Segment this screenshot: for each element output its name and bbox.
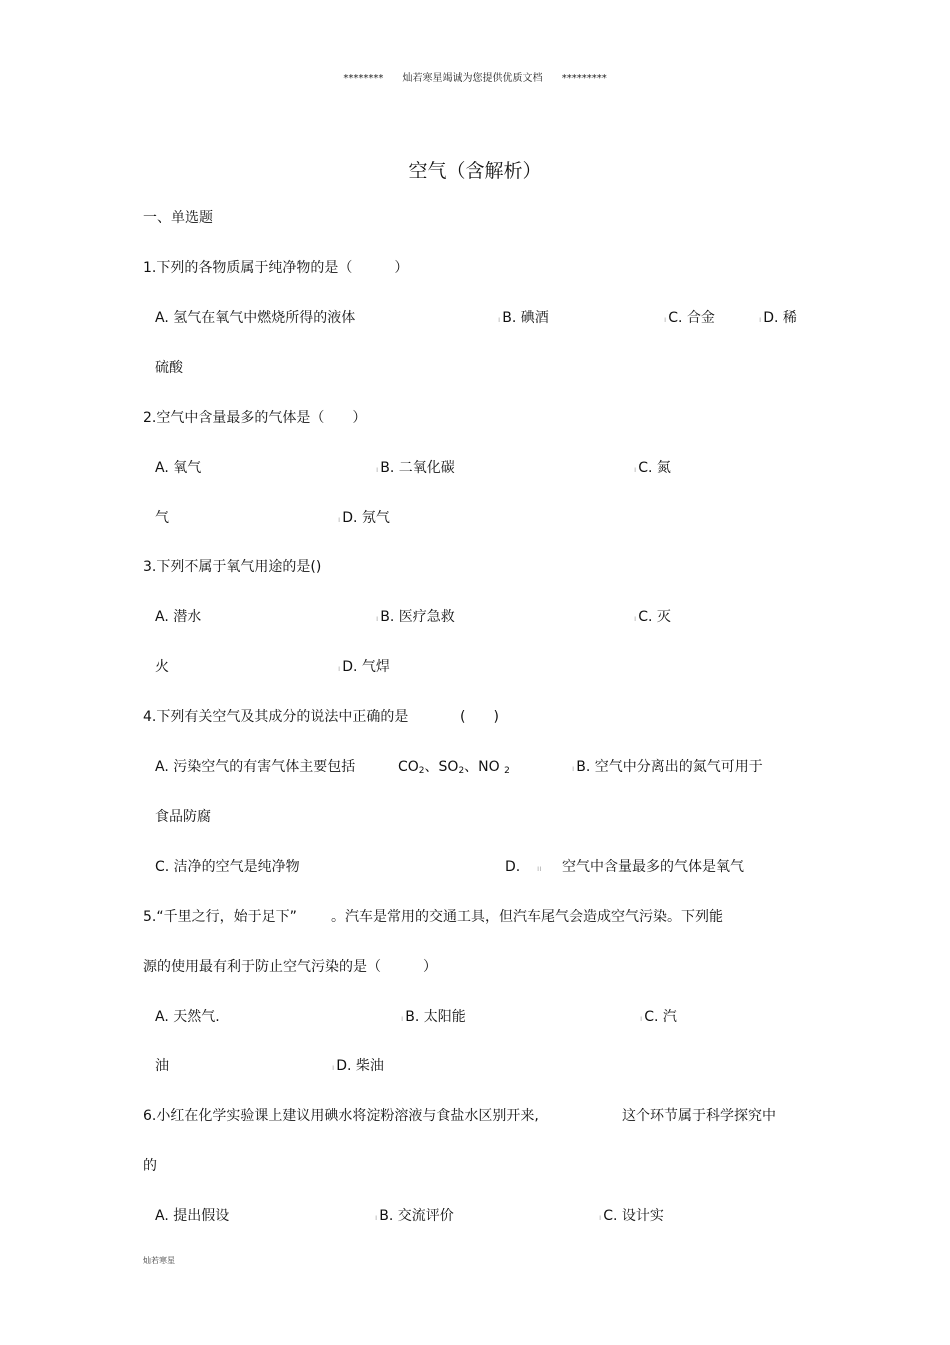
- question-6-option-c: ı C. 设计实: [599, 1208, 664, 1224]
- question-4-option-b-cont: 食品防腐: [155, 809, 211, 825]
- question-2-option-c-cont: 气: [155, 510, 169, 526]
- question-3-option-c-cont: 火: [155, 659, 169, 675]
- question-4-paren: ( ): [460, 709, 499, 725]
- question-5-option-c-cont: 油: [155, 1058, 169, 1074]
- page-header: [0, 69, 950, 84]
- question-1-option-b: ı B. 碘酒: [498, 310, 549, 326]
- question-1-option-d: ı D. 稀: [759, 310, 797, 326]
- question-6-line-2: 的: [143, 1158, 157, 1174]
- question-5-line-1a: 5.“千里之行，始于足下”: [143, 909, 297, 925]
- header-text: 灿若寒星竭诚为您提供优质文档: [402, 73, 543, 84]
- question-2-option-a: A. 氧气: [155, 460, 202, 476]
- question-4-option-c: C. 洁净的空气是纯净物: [155, 859, 300, 875]
- question-5-option-b: ı B. 太阳能: [401, 1009, 466, 1025]
- question-3-option-c: ı C. 灭: [634, 609, 671, 625]
- question-4-option-d: D.: [505, 859, 521, 875]
- question-4-option-a: A. 污染空气的有害气体主要包括: [155, 759, 356, 775]
- question-3-option-a: A. 潜水: [155, 609, 202, 625]
- page-footer: 灿若寒星: [143, 1256, 175, 1265]
- question-2-option-d: ı D. 氖气: [338, 510, 390, 526]
- question-2-option-c: ı C. 氮: [634, 460, 671, 476]
- question-4-option-d-mark: ıı: [537, 864, 542, 873]
- question-1-option-a: A. 氢气在氧气中燃烧所得的液体: [155, 310, 356, 326]
- header-stars-left: ********: [343, 73, 384, 84]
- question-2-option-b: ı B. 二氧化碳: [376, 460, 455, 476]
- question-2-stem: 2.空气中含量最多的气体是（ ）: [143, 410, 367, 426]
- question-4-option-b: ı B. 空气中分离出的氮气可用于: [572, 759, 763, 775]
- document-title: 空气（含解析）: [408, 160, 542, 182]
- question-4-stem: 4.下列有关空气及其成分的说法中正确的是: [143, 709, 409, 725]
- question-5-line-1b: 。汽车是常用的交通工具，但汽车尾气会造成空气污染。下列能: [331, 909, 723, 925]
- question-5-option-c: ı C. 汽: [640, 1009, 677, 1025]
- question-1-option-d-cont: 硫酸: [155, 360, 183, 376]
- header-stars-right: *********: [561, 73, 607, 84]
- question-6-option-b: ı B. 交流评价: [375, 1208, 454, 1224]
- question-6-line-1a: 6.小红在化学实验课上建议用碘水将淀粉溶液与食盐水区别开来,: [143, 1108, 539, 1124]
- question-1-option-c: ı C. 合金: [664, 310, 715, 326]
- question-1-stem: 1.下列的各物质属于纯净物的是（ ）: [143, 260, 409, 276]
- question-4-option-d-text: 空气中含量最多的气体是氧气: [562, 859, 744, 875]
- question-3-option-b: ı B. 医疗急救: [376, 609, 455, 625]
- question-5-option-d: ı D. 柴油: [332, 1058, 384, 1074]
- section-heading: 一、单选题: [143, 210, 213, 226]
- question-6-line-1b: 这个环节属于科学探究中: [622, 1108, 776, 1124]
- question-5-line-2: 源的使用最有利于防止空气污染的是（ ）: [143, 959, 437, 975]
- question-3-stem: 3.下列不属于氧气用途的是(): [143, 559, 322, 575]
- question-5-option-a: A. 天然气.: [155, 1009, 220, 1025]
- question-6-option-a: A. 提出假设: [155, 1208, 230, 1224]
- question-3-option-d: ı D. 气焊: [338, 659, 390, 675]
- question-4-option-a-formulas: $CO_2$、$SO_2$、NO $_2$: [398, 759, 510, 776]
